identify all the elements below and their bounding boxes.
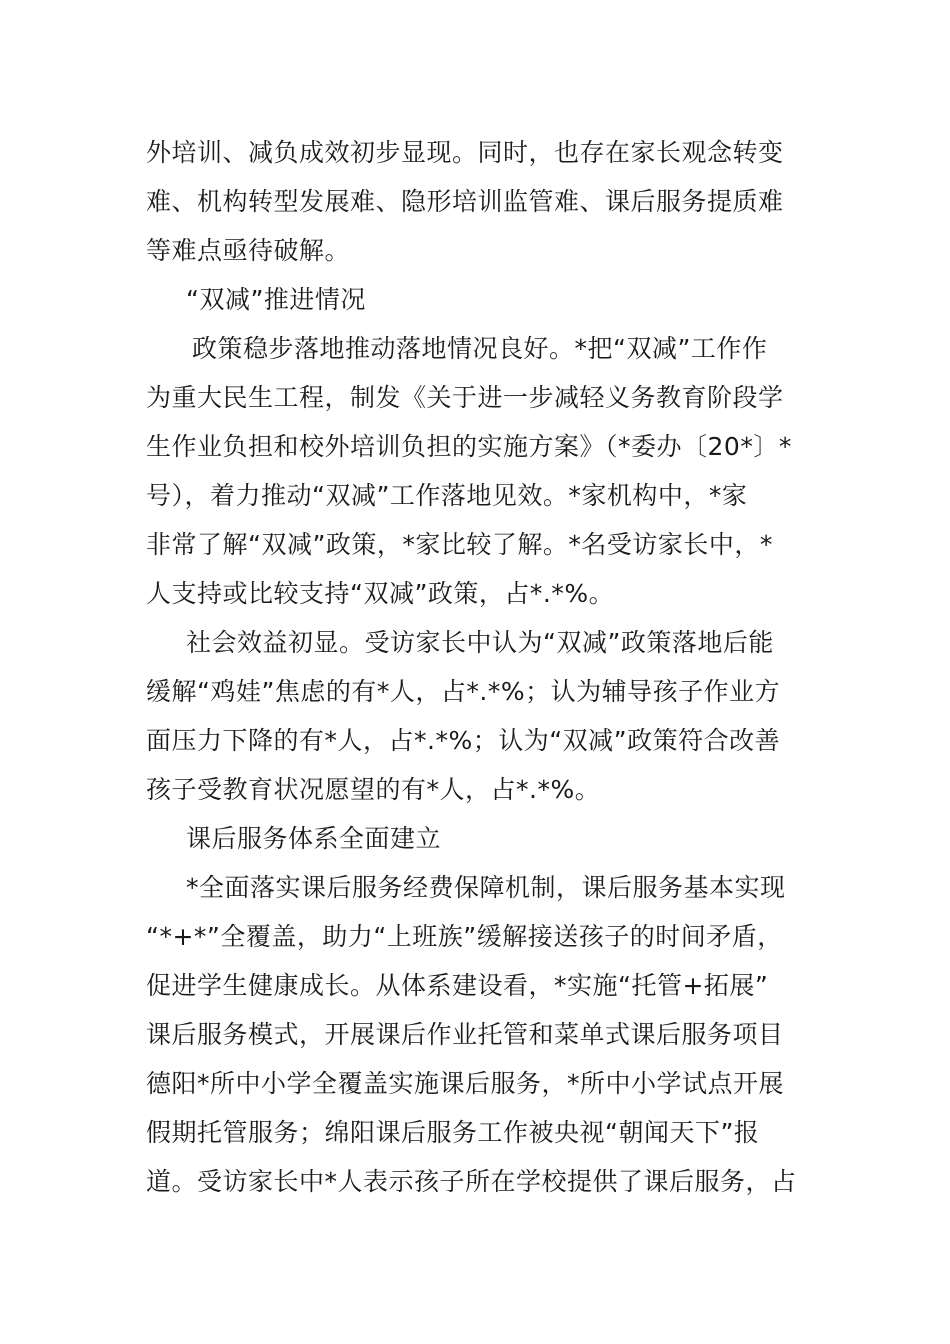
paragraph-line: 外培训、减负成效初步显现。同时，也存在家长观念转变 (146, 138, 784, 167)
paragraph-line: 政策稳步落地推动落地情况良好。*把“双减”工作作 (192, 334, 768, 363)
paragraph-line: 为重大民生工程，制发《关于进一步减轻义务教育阶段学 (146, 383, 784, 412)
paragraph-line: 德阳*所中小学全覆盖实施课后服务，*所中小学试点开展 (146, 1069, 785, 1098)
paragraph-line: 等难点亟待破解。 (146, 236, 351, 265)
paragraph-line: 生作业负担和校外培训负担的实施方案》（*委办〔20*〕* (146, 432, 792, 461)
paragraph-line: 假期托管服务；绵阳课后服务工作被央视“朝闻天下”报 (146, 1118, 760, 1147)
paragraph-line: 面压力下降的有*人，占*.*%；认为“双减”政策符合改善 (146, 726, 781, 755)
paragraph-line: 孩子受教育状况愿望的有*人，占*.*%。 (146, 775, 601, 804)
paragraph-line: 促进学生健康成长。从体系建设看，*实施“托管+拓展” (146, 971, 769, 1000)
paragraph-line: 难、机构转型发展难、隐形培训监管难、课后服务提质难 (146, 187, 784, 216)
section-heading: 课后服务体系全面建立 (186, 824, 442, 853)
body-text (146, 128, 826, 1206)
paragraph-line: 社会效益初显。受访家长中认为“双减”政策落地后能 (186, 628, 774, 657)
paragraph-line: 号），着力推动“双减”工作落地见效。*家机构中，*家 (146, 481, 748, 510)
paragraph-line: 非常了解“双减”政策，*家比较了解。*名受访家长中，* (146, 530, 773, 559)
section-heading: “双减”推进情况 (186, 285, 366, 314)
paragraph-line: “*+*”全覆盖，助力“上班族”缓解接送孩子的时间矛盾， (146, 922, 783, 951)
paragraph-line: 缓解“鸡娃”焦虑的有*人，占*.*%；认为辅导孩子作业方 (146, 677, 781, 706)
paragraph-line: *全面落实课后服务经费保障机制，课后服务基本实现 (186, 873, 786, 902)
paragraph-line: 人支持或比较支持“双减”政策，占*.*%。 (146, 579, 615, 608)
paragraph-line: 道。受访家长中*人表示孩子所在学校提供了课后服务，占 (146, 1167, 797, 1196)
paragraph-line: 课后服务模式，开展课后作业托管和菜单式课后服务项目 (146, 1020, 784, 1049)
